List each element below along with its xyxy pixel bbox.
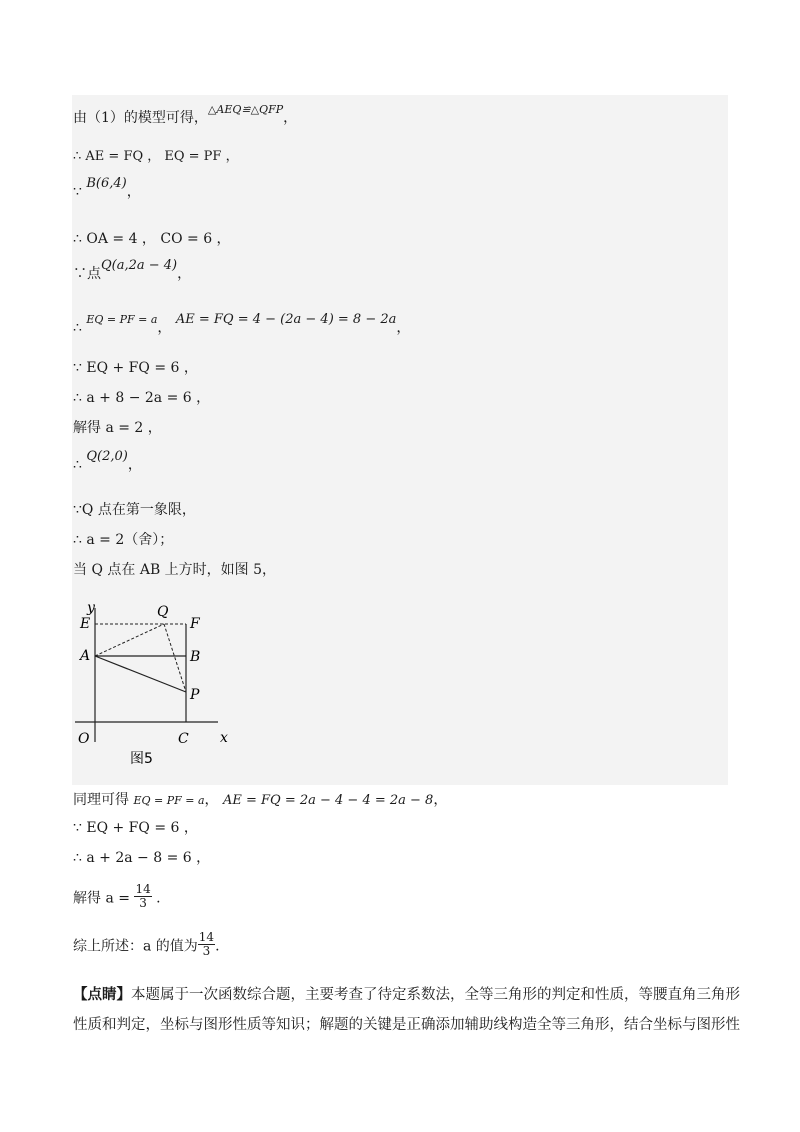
solution-line-5 (73, 258, 192, 285)
solution-line-2 (73, 147, 239, 167)
text: ∵ (73, 184, 87, 200)
text: ∴ a = 2（舍）； (73, 532, 174, 548)
math-congruence: △AEQ≌△QFP (207, 103, 284, 116)
solution-line-4 (73, 229, 231, 249)
text: ∴ OA = 4 ， CO = 6 ， (73, 231, 231, 247)
segment-ap (95, 656, 186, 692)
text: ∵ EQ + FQ = 6 ， (73, 360, 198, 376)
label-o: O (78, 731, 90, 747)
solution-line-7 (73, 358, 198, 378)
text: 解得 a = 2 ， (73, 420, 162, 436)
math-point-b: B(6,4) (86, 176, 127, 191)
solution-line-1 (73, 103, 298, 129)
math-equation: AE = FQ = 4 − (2a − 4) = 8 − 2a (175, 312, 397, 327)
label-a: A (80, 648, 91, 664)
text: 同理可得 (73, 792, 134, 808)
math-point-q: Q(a,2a − 4) (101, 258, 178, 273)
text: ∵ EQ + FQ = 6 ， (73, 820, 198, 836)
text: ∴ a + 2a − 8 = 6 ， (73, 850, 211, 866)
solution-line-6 (73, 312, 411, 339)
label-c: C (178, 731, 189, 747)
solution-line-13 (73, 560, 276, 580)
punct: ， (396, 320, 411, 336)
comment-text: 本题属于一次函数综合题，主要考查了待定系数法，全等三角形的判定和性质，等腰直角三角形 (131, 987, 740, 1003)
text: ∵Q 点在第一象限， (73, 502, 196, 518)
solution-line-14 (73, 790, 447, 811)
segment-aq (95, 624, 164, 656)
fraction-denominator: 3 (139, 896, 147, 910)
fraction-numerator: 14 (135, 882, 151, 896)
math-small: EQ = PF = a (133, 794, 205, 807)
solution-line-10 (73, 449, 142, 476)
solution-line-18 (73, 930, 220, 960)
punct: ， (283, 110, 298, 126)
text: 综上所述：a 的值为 (73, 938, 198, 955)
text: ∴ AE = FQ ， EQ = PF ， (73, 149, 239, 164)
punct: . (215, 938, 220, 955)
punct: ， (433, 792, 448, 808)
math-point-q2: Q(2,0) (86, 449, 128, 464)
solution-line-9 (73, 418, 162, 438)
text: 由（1）的模型可得， (73, 110, 208, 126)
fraction (134, 883, 151, 910)
text: ∴ a + 8 − 2a = 6 ， (73, 390, 211, 406)
text: ∴ (73, 457, 87, 473)
punct: . (151, 890, 161, 907)
punct: ， (177, 266, 192, 282)
text: ∴ (73, 320, 87, 336)
solution-line-16 (73, 848, 210, 868)
label-f: F (190, 616, 200, 632)
segment-qp (164, 624, 186, 692)
fraction-denominator: 3 (202, 944, 211, 958)
solution-line-3 (73, 176, 141, 203)
label-q: Q (157, 604, 169, 620)
comment-text: 性质和判定，坐标与图形性质等知识；解题的关键是正确添加辅助线构造全等三角形，结合坐标与图形性 (73, 1017, 740, 1033)
fraction (198, 931, 215, 958)
solution-line-15 (73, 818, 198, 838)
punct: ， (157, 320, 176, 336)
math-equation: AE = FQ = 2a − 4 − 4 = 2a − 8 (222, 793, 434, 808)
text: 解得 a = (73, 890, 135, 907)
math-small: EQ = PF = a (86, 313, 158, 326)
text: ∵点 (73, 266, 101, 282)
solution-line-17 (73, 882, 161, 912)
punct: ， (126, 184, 141, 200)
comment-tag: 【点睛】 (73, 987, 131, 1003)
fraction-numerator: 14 (198, 930, 215, 944)
label-b: B (190, 649, 201, 665)
comment-line-2 (73, 1015, 740, 1035)
label-e: E (80, 616, 91, 632)
punct: ， (204, 792, 223, 808)
comment-line-1 (73, 985, 740, 1005)
figure-caption: 图5 (130, 751, 153, 767)
label-y: y (87, 600, 95, 616)
solution-line-8 (73, 388, 210, 408)
text: 当 Q 点在 AB 上方时，如图 5， (73, 562, 277, 578)
label-p: P (190, 687, 200, 703)
punct: ， (127, 457, 142, 473)
solution-line-11 (73, 500, 196, 520)
label-x: x (220, 730, 228, 746)
figure-5 (70, 600, 230, 770)
solution-line-12 (73, 530, 173, 550)
